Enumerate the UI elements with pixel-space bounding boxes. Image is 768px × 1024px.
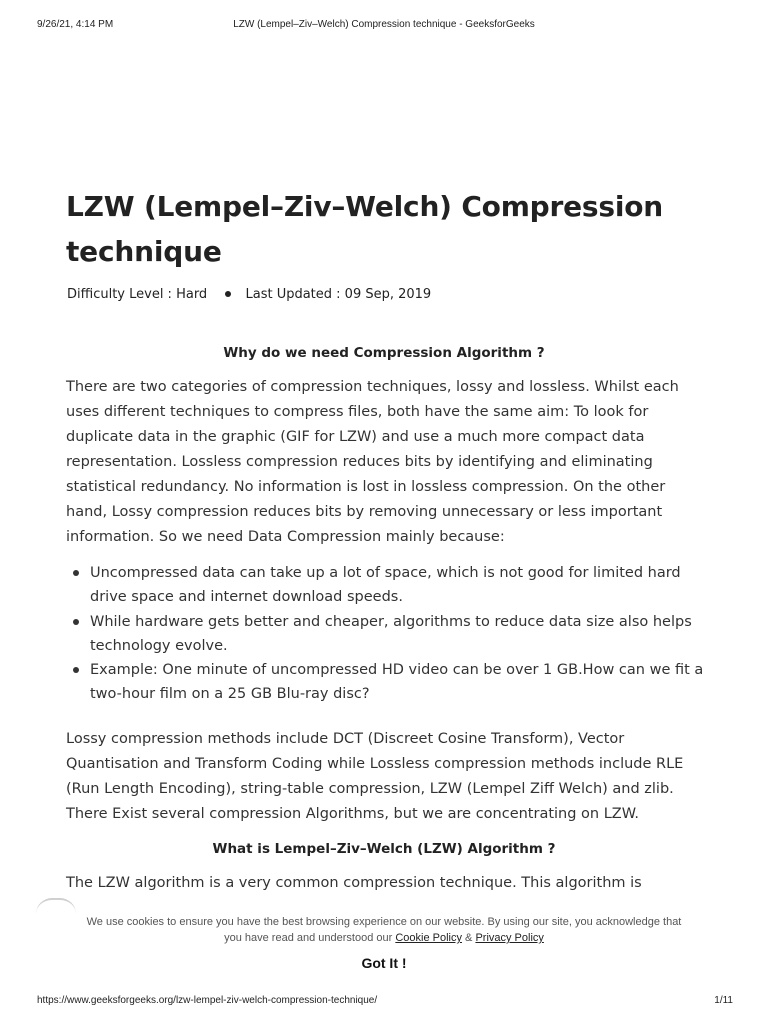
- bullet-icon: [73, 667, 79, 673]
- bullet-icon: [73, 570, 79, 576]
- cookie-text-line-1: We use cookies to ensure you have the best browsing experience on our website. By using our site, you acknowledge that: [86, 916, 682, 928]
- cookie-policy-link[interactable]: Cookie Policy: [395, 932, 462, 944]
- bullet-icon: [73, 619, 79, 625]
- article-title-line-2: technique: [66, 235, 222, 268]
- print-footer: [0, 990, 768, 1024]
- paragraph-line: statistical redundancy. No information is lost in lossless compression. On the other: [66, 479, 666, 495]
- paragraph-methods: [66, 727, 706, 827]
- paragraph-line: Lossy compression methods include DCT (Discreet Cosine Transform), Vector: [66, 731, 625, 747]
- print-url: https://www.geeksforgeeks.org/lzw-lempel-ziv-welch-compression-technique/: [37, 995, 378, 1006]
- print-page-number: 1/11: [714, 995, 733, 1006]
- reasons-list: [66, 561, 706, 707]
- paragraph-line: uses different techniques to compress files, both have the same aim: To look for: [66, 404, 649, 420]
- list-item: [66, 658, 706, 707]
- list-item-line: technology evolve.: [90, 637, 228, 654]
- paragraph-line: There are two categories of compression techniques, lossy and lossless. Whilst each: [66, 379, 679, 395]
- list-item-line: While hardware gets better and cheaper, algorithms to reduce data size also helps: [90, 613, 692, 630]
- cookie-text-line-2: [0, 930, 768, 946]
- print-page-title: LZW (Lempel–Ziv–Welch) Compression technique - GeeksforGeeks: [233, 19, 535, 30]
- section-heading-why: Why do we need Compression Algorithm ?: [223, 345, 545, 361]
- paragraph-line: representation. Lossless compression reduces bits by identifying and eliminating: [66, 454, 653, 470]
- bullet-dot-icon: [225, 291, 231, 297]
- privacy-policy-link[interactable]: Privacy Policy: [475, 932, 544, 944]
- list-item-line: two-hour film on a 25 GB Blu-ray disc?: [90, 686, 370, 703]
- article-title: [66, 184, 706, 274]
- difficulty-label: Difficulty Level :: [67, 287, 177, 302]
- paragraph-line: There Exist several compression Algorithms, but we are concentrating on LZW.: [66, 806, 640, 822]
- paragraph-line: (Run Length Encoding), string-table compression, LZW (Lempel Ziff Welch) and zlib.: [66, 781, 674, 797]
- print-date: 9/26/21, 4:14 PM: [37, 19, 114, 30]
- list-item-line: Uncompressed data can take up a lot of space, which is not good for limited hard: [90, 565, 681, 581]
- last-updated: Last Updated : 09 Sep, 2019: [245, 287, 432, 302]
- cookie-text-amp: &: [461, 932, 476, 944]
- paragraph-line: duplicate data in the graphic (GIF for LZW) and use a much more compact data: [66, 429, 645, 445]
- list-item-line: Example: One minute of uncompressed HD video can be over 1 GB.How can we fit a: [90, 662, 704, 679]
- paragraph-line: hand, Lossy compression reduces bits by removing unnecessary or less important: [66, 504, 663, 520]
- list-item: [66, 561, 706, 610]
- got-it-button[interactable]: Got It !: [361, 955, 407, 971]
- list-item: [66, 610, 706, 659]
- paragraph-line: Quantisation and Transform Coding while Lossless compression methods include RLE: [66, 756, 684, 772]
- article-title-line-1: LZW (Lempel–Ziv–Welch) Compression: [66, 190, 664, 223]
- paragraph-line: The LZW algorithm is a very common compression technique. This algorithm is: [66, 875, 642, 891]
- cookie-banner-text: [0, 914, 768, 946]
- difficulty-value-link[interactable]: Hard: [176, 287, 208, 302]
- paragraph-intro: [66, 375, 706, 550]
- article-meta: [67, 287, 431, 302]
- print-header: [0, 0, 768, 30]
- paragraph-lzw-intro: [66, 871, 706, 896]
- section-heading-what-is-lzw: What is Lempel–Ziv–Welch (LZW) Algorithm ?: [212, 841, 556, 857]
- list-item-line: drive space and internet download speeds.: [90, 589, 403, 606]
- cookie-text-prefix: you have read and understood our: [224, 932, 396, 944]
- paragraph-line: information. So we need Data Compression mainly because:: [66, 529, 505, 545]
